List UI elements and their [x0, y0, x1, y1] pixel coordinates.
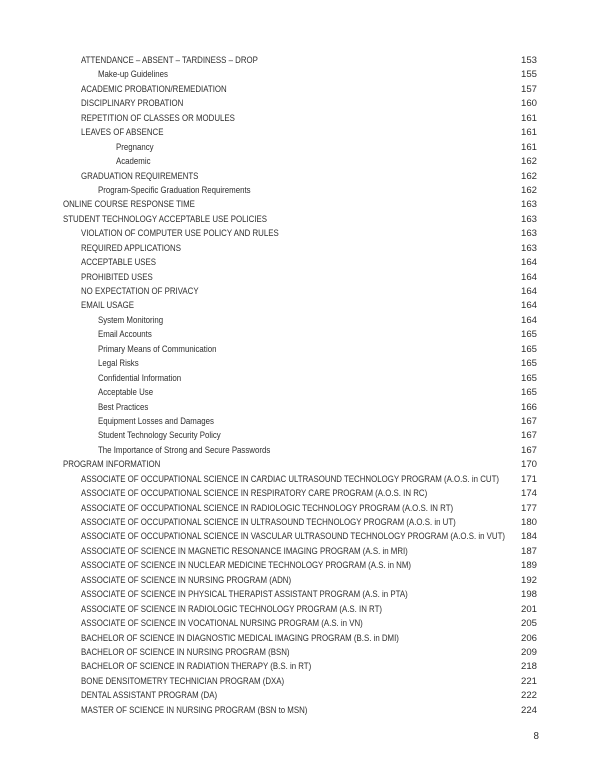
toc-entry[interactable] [0, 502, 537, 516]
toc-entry-label[interactable]: ONLINE COURSE RESPONSE TIME [63, 199, 195, 211]
toc-entry-page-number: 164 [520, 314, 537, 326]
toc-entry[interactable] [0, 372, 537, 386]
toc-entry-page-number: 165 [520, 358, 537, 370]
toc-entry[interactable] [0, 357, 537, 371]
toc-entry[interactable] [0, 530, 537, 544]
toc-entry-page-number: 180 [520, 517, 537, 528]
toc-entry-label[interactable]: BACHELOR OF SCIENCE IN NURSING PROGRAM (BSN) [81, 646, 290, 658]
toc-entry-page-number: 205 [520, 618, 537, 630]
toc-entry-page-number: 160 [520, 98, 537, 110]
toc-entry[interactable] [0, 242, 537, 256]
toc-entry-page-number: 209 [520, 646, 537, 658]
toc-entry[interactable] [0, 574, 537, 588]
toc-entry-page-number: 165 [520, 329, 537, 341]
toc-entry-label[interactable]: Equipment Losses and Damages [98, 415, 214, 427]
toc-entry-page-number: 153 [520, 55, 537, 66]
toc-entry-page-number: 164 [520, 257, 537, 269]
toc-entry-page-number: 165 [520, 343, 537, 355]
toc-entry-label[interactable]: ASSOCIATE OF OCCUPATIONAL SCIENCE IN ULTRASOUND TECHNOLOGY PROGRAM (A.O.S. in UT) [81, 517, 456, 528]
toc-entry[interactable] [0, 155, 537, 169]
toc-entry-label[interactable]: ASSOCIATE OF OCCUPATIONAL SCIENCE IN RADIOLOGIC TECHNOLOGY PROGRAM (A.O.S. IN RT) [81, 502, 454, 514]
toc-entry-label[interactable]: BONE DENSITOMETRY TECHNICIAN PROGRAM (DXA) [81, 675, 285, 687]
toc-entry[interactable] [0, 54, 537, 68]
toc-entry-label[interactable]: MASTER OF SCIENCE IN NURSING PROGRAM (BSN to MSN) [81, 704, 308, 716]
toc-entry-label[interactable]: BACHELOR OF SCIENCE IN RADIATION THERAPY (B.S. in RT) [81, 661, 312, 673]
toc-entry[interactable] [0, 415, 537, 429]
toc-entry-page-number: 184 [520, 531, 537, 543]
toc-entry[interactable] [0, 112, 537, 126]
toc-entry[interactable] [0, 198, 537, 212]
toc-entry-page-number: 166 [520, 401, 537, 413]
toc-entry[interactable] [0, 704, 537, 718]
toc-entry[interactable] [0, 285, 537, 299]
toc-entry-label[interactable]: VIOLATION OF COMPUTER USE POLICY AND RULES [81, 228, 279, 240]
toc-entry[interactable] [0, 689, 537, 703]
toc-entry-page-number: 155 [520, 69, 537, 81]
toc-entry-label[interactable]: ASSOCIATE OF OCCUPATIONAL SCIENCE IN RESPIRATORY CARE PROGRAM (A.O.S. IN RC) [81, 488, 428, 500]
toc-entry-page-number: 222 [520, 690, 537, 702]
toc-entry-label[interactable]: Make-up Guidelines [98, 69, 168, 81]
toc-entry-label[interactable]: Email Accounts [98, 329, 152, 341]
toc-entry-label[interactable]: ASSOCIATE OF OCCUPATIONAL SCIENCE IN CARDIAC ULTRASOUND TECHNOLOGY PROGRAM (A.O.S. in CUT) [81, 473, 500, 485]
toc-entry[interactable] [0, 314, 537, 328]
toc-entry[interactable] [0, 386, 537, 400]
toc-entry-page-number: 163 [520, 213, 537, 225]
toc-entry-page-number: 165 [520, 372, 537, 384]
toc-entry-page-number: 206 [520, 632, 537, 644]
toc-entry-page-number: 177 [520, 502, 537, 514]
toc-entry-label[interactable]: Best Practices [98, 401, 149, 413]
toc-entry[interactable] [0, 458, 537, 472]
toc-entry[interactable] [0, 660, 537, 674]
toc-entry-page-number: 163 [520, 242, 537, 254]
toc-entry-label[interactable]: Acceptable Use [98, 387, 154, 399]
toc-entry-page-number: 167 [520, 444, 537, 456]
toc-entry-page-number: 164 [520, 300, 537, 312]
toc-entry-page-number: 189 [520, 560, 537, 572]
toc-entry-label[interactable]: PROHIBITED USES [81, 271, 153, 283]
toc-entry-label[interactable]: ACCEPTABLE USES [81, 257, 157, 269]
toc-entry-page-number: 198 [520, 589, 537, 601]
toc-entry[interactable] [0, 559, 537, 573]
toc-entry-label[interactable]: Program-Specific Graduation Requirements [98, 184, 251, 196]
toc-entry[interactable] [0, 68, 537, 82]
toc-entry-page-number: 162 [520, 170, 537, 182]
toc-entry-label[interactable]: DENTAL ASSISTANT PROGRAM (DA) [81, 690, 218, 702]
toc-entry[interactable] [0, 83, 537, 97]
toc-entry[interactable] [0, 487, 537, 501]
toc-entry-label[interactable]: Legal Risks [98, 358, 139, 370]
toc-entry-label[interactable]: ASSOCIATE OF SCIENCE IN VOCATIONAL NURSING PROGRAM (A.S. in VN) [81, 618, 363, 630]
toc-entry-label[interactable]: LEAVES OF ABSENCE [81, 127, 164, 139]
toc-entry-page-number: 218 [520, 661, 537, 673]
toc-entry-page-number: 164 [520, 286, 537, 297]
toc-entry[interactable] [0, 328, 537, 342]
toc-entry-label[interactable]: Academic [116, 156, 151, 168]
toc-entry-label[interactable]: ASSOCIATE OF SCIENCE IN RADIOLOGIC TECHNOLOGY PROGRAM (A.S. IN RT) [81, 603, 383, 615]
toc-entry-page-number: 201 [520, 603, 537, 615]
toc-entry-label[interactable]: System Monitoring [98, 314, 164, 326]
toc-entry-label[interactable]: ACADEMIC PROBATION/REMEDIATION [81, 83, 227, 95]
toc-entry[interactable] [0, 632, 537, 646]
toc-entry-label[interactable]: GRADUATION REQUIREMENTS [81, 170, 199, 182]
toc-entry-page-number: 221 [520, 675, 537, 687]
toc-entry-page-number: 161 [520, 141, 537, 153]
toc-entry-label[interactable]: Student Technology Security Policy [98, 430, 221, 442]
toc-entry[interactable] [0, 617, 537, 631]
toc-entry-label[interactable]: REQUIRED APPLICATIONS [81, 242, 181, 254]
toc-entry[interactable] [0, 343, 537, 357]
toc-entry[interactable] [0, 97, 537, 111]
toc-entry-page-number: 162 [520, 184, 537, 196]
toc-entry[interactable] [0, 227, 537, 241]
toc-entry[interactable] [0, 213, 537, 227]
toc-entry[interactable] [0, 401, 537, 415]
toc-entry-label[interactable]: REPETITION OF CLASSES OR MODULES [81, 112, 235, 124]
toc-entry-label[interactable]: The Importance of Strong and Secure Passwords [98, 444, 271, 456]
toc-entry-page-number: 167 [520, 430, 537, 442]
toc-entry-label[interactable]: ASSOCIATE OF OCCUPATIONAL SCIENCE IN VASCULAR ULTRASOUND TECHNOLOGY PROGRAM (A.O.S. in VUT) [81, 531, 506, 543]
toc-entry[interactable] [0, 429, 537, 443]
toc-entry-page-number: 171 [520, 473, 537, 485]
toc-entry-page-number: 170 [520, 459, 537, 471]
toc-entry-page-number: 157 [520, 83, 537, 95]
toc-entry[interactable] [0, 588, 537, 602]
toc-entry-label[interactable]: Confidential Information [98, 372, 182, 384]
toc-entry-page-number: 161 [520, 127, 537, 139]
toc-entry[interactable] [0, 603, 537, 617]
toc-entry-page-number: 163 [520, 199, 537, 211]
toc-entry-page-number: 174 [520, 488, 537, 500]
toc-entry-page-number: 161 [520, 112, 537, 124]
toc-entry[interactable] [0, 271, 537, 285]
toc-entry-page-number: 162 [520, 156, 537, 168]
toc-entry-label[interactable]: STUDENT TECHNOLOGY ACCEPTABLE USE POLICIES [63, 213, 268, 225]
toc-entry[interactable] [0, 126, 537, 140]
toc-entry-page-number: 165 [520, 387, 537, 399]
toc-entry-page-number: 192 [520, 574, 537, 586]
toc-entry-page-number: 167 [520, 415, 537, 427]
toc-entry[interactable] [0, 184, 537, 198]
toc-entry-label[interactable]: NO EXPECTATION OF PRIVACY [81, 286, 199, 297]
page-number-footer: 8 [533, 731, 539, 742]
toc-entry-label[interactable]: ASSOCIATE OF SCIENCE IN PHYSICAL THERAPIST ASSISTANT PROGRAM (A.S. in PTA) [81, 589, 408, 601]
toc-entry[interactable] [0, 646, 537, 660]
toc-entry-label[interactable]: ASSOCIATE OF SCIENCE IN NUCLEAR MEDICINE TECHNOLOGY PROGRAM (A.S. in NM) [81, 560, 412, 572]
toc-entry[interactable] [0, 256, 537, 270]
toc-entry-label[interactable]: ATTENDANCE – ABSENT – TARDINESS – DROP [81, 55, 258, 66]
toc-entry[interactable] [0, 545, 537, 559]
toc-entry-label[interactable]: ASSOCIATE OF SCIENCE IN MAGNETIC RESONANCE IMAGING PROGRAM (A.S. in MRI) [81, 545, 408, 557]
toc-entry-label[interactable]: EMAIL USAGE [81, 300, 135, 312]
toc-entry[interactable] [0, 444, 537, 458]
toc-entry[interactable] [0, 141, 537, 155]
toc-entry-label[interactable]: Pregnancy [116, 141, 154, 153]
toc-entry-page-number: 224 [520, 704, 537, 716]
toc-entry-page-number: 163 [520, 228, 537, 240]
toc-entry-label[interactable]: Primary Means of Communication [98, 343, 217, 355]
toc-entry-label[interactable]: PROGRAM INFORMATION [63, 459, 161, 471]
table-of-contents [0, 54, 537, 718]
toc-entry-page-number: 164 [520, 271, 537, 283]
toc-entry[interactable] [0, 170, 537, 184]
toc-entry-page-number: 187 [520, 545, 537, 557]
toc-entry[interactable] [0, 473, 537, 487]
toc-entry[interactable] [0, 516, 537, 530]
toc-entry-label[interactable]: DISCIPLINARY PROBATION [81, 98, 184, 110]
toc-entry[interactable] [0, 675, 537, 689]
toc-entry[interactable] [0, 299, 537, 313]
toc-entry-label[interactable]: ASSOCIATE OF SCIENCE IN NURSING PROGRAM (ADN) [81, 574, 292, 586]
toc-entry-label[interactable]: BACHELOR OF SCIENCE IN DIAGNOSTIC MEDICAL IMAGING PROGRAM (B.S. in DMI) [81, 632, 399, 644]
